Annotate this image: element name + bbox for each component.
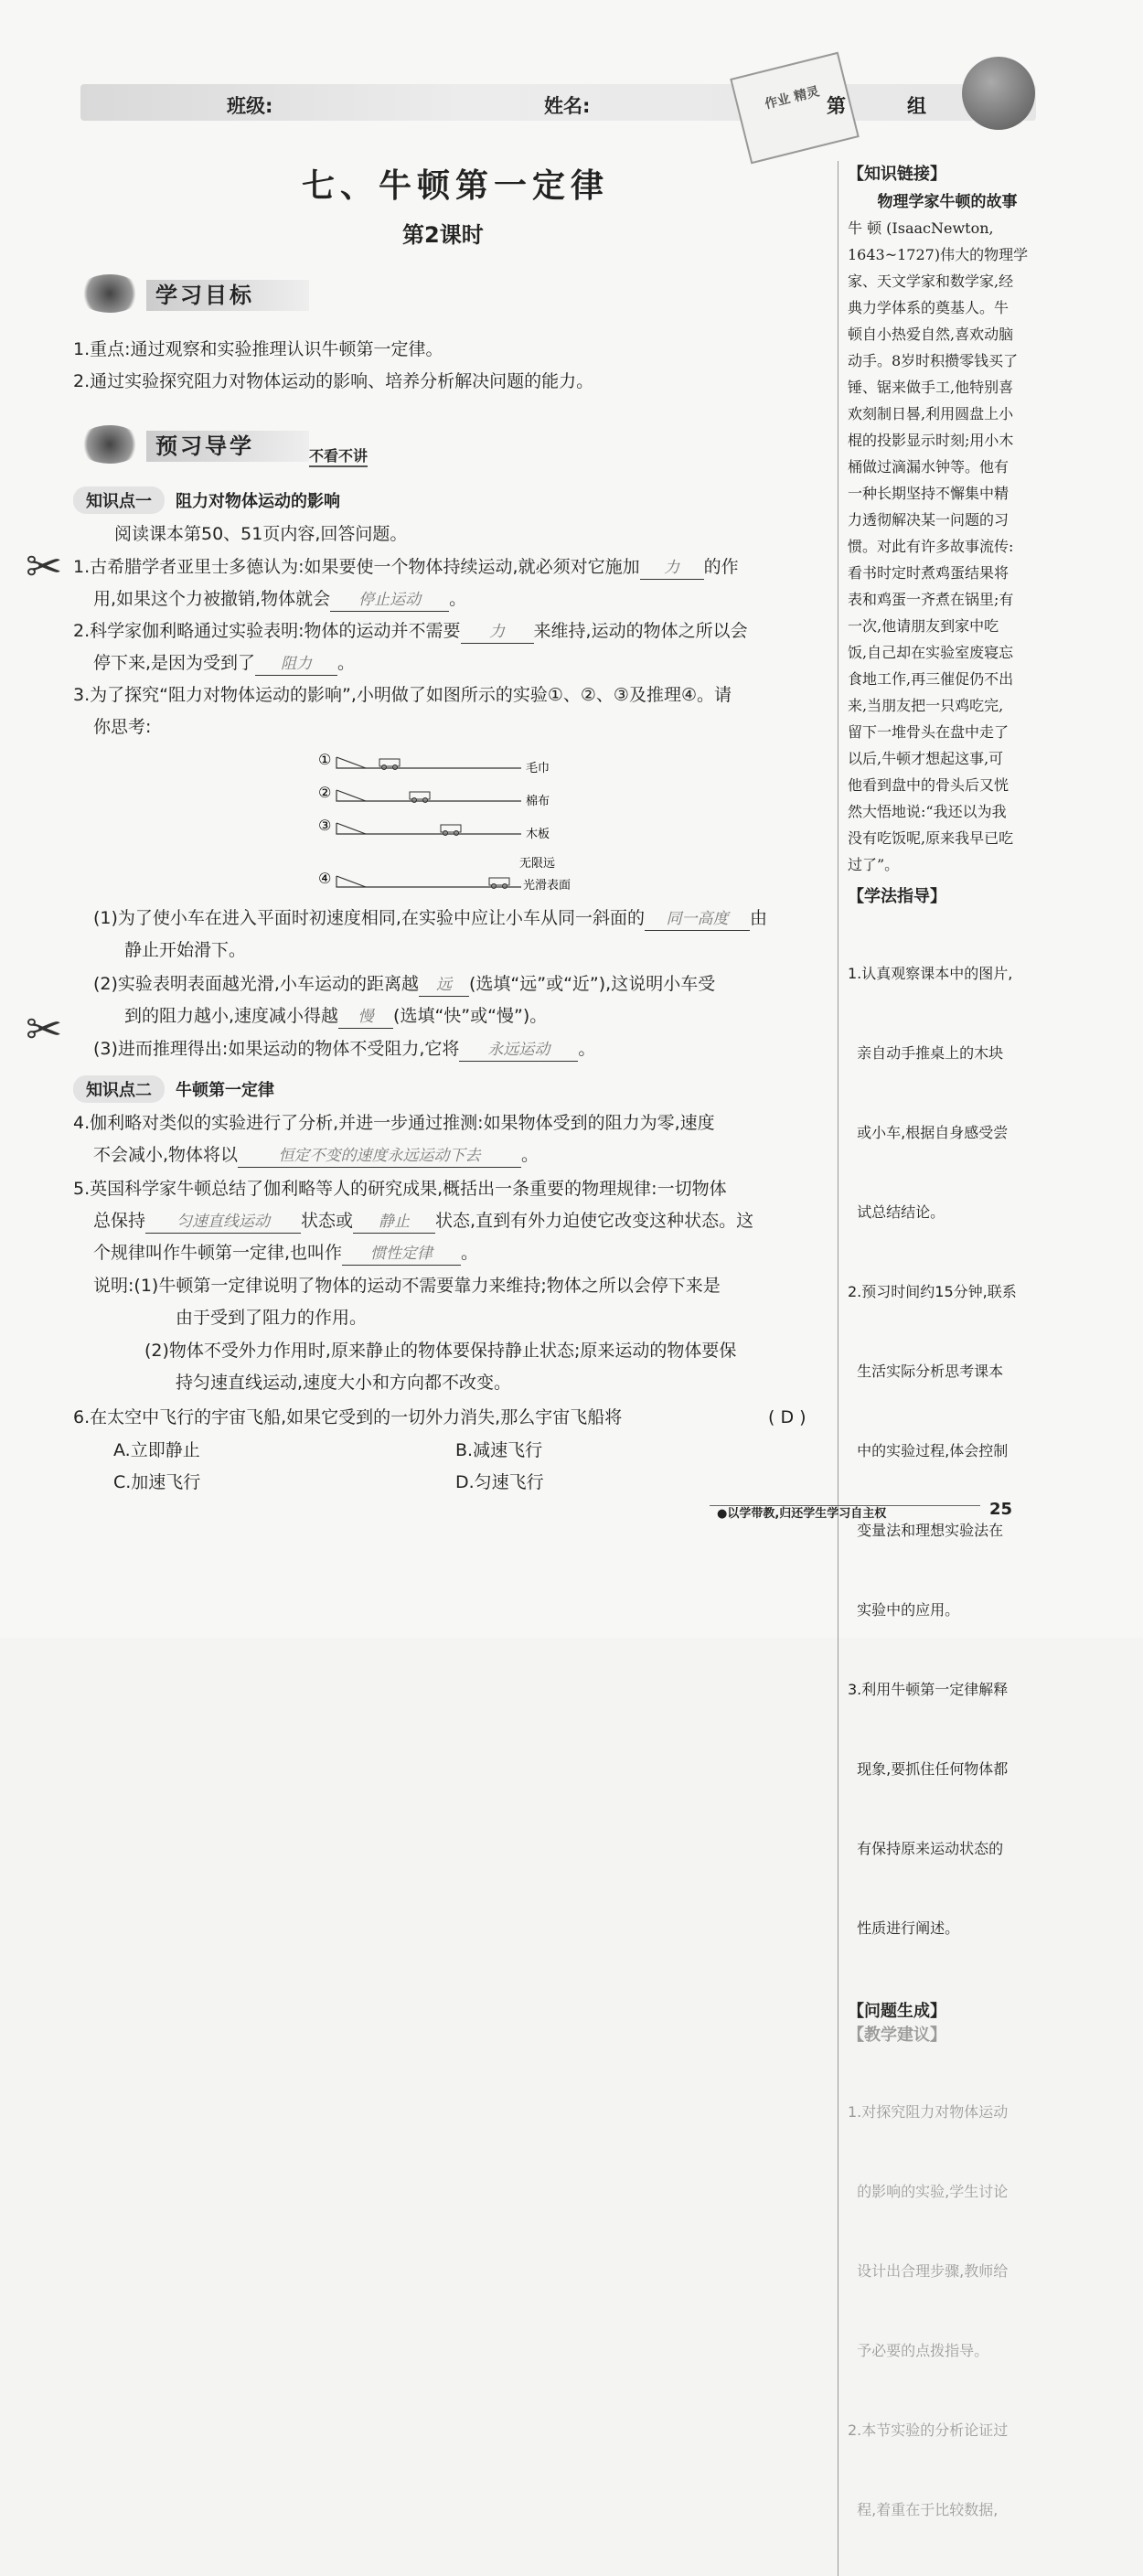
method-line: 3.利用牛顿第一定律解释: [848, 1681, 1009, 1698]
mascot-icon: [962, 57, 1035, 130]
story-line: 顿自小热爱自然,喜欢动脑: [848, 326, 1014, 343]
q5-answer-1: 匀速直线运动: [145, 1211, 301, 1234]
goal-item: 2.通过实验探究阻力对物体运动的影响、培养分析解决问题的能力。: [73, 371, 594, 391]
name-label: 姓名:: [544, 95, 591, 117]
q3-p1-text-a: (1)为了使小车在进入平面时初速度相同,在实验中应让小车从同一斜面的: [93, 908, 645, 928]
preview-tag: 不看不讲: [309, 444, 368, 467]
teach-line: 程,着重在于比较数据,: [848, 2501, 999, 2518]
q3-p1-line1: [93, 907, 767, 931]
story-line: 动手。8岁时积攒零钱买了: [848, 352, 1019, 369]
sidebar: [838, 161, 1047, 2576]
link-heading: 【知识链接】: [848, 165, 946, 184]
kp1-badge: 知识点一: [73, 486, 165, 514]
story-line: 来,当朋友把一只鸡吃完,: [848, 697, 1004, 714]
q4-line2: [93, 1144, 539, 1168]
story-line: 1643~1727)伟大的物理学: [848, 246, 1029, 263]
story-line: 家、天文学家和数学家,经: [848, 273, 1014, 290]
surface-label: 毛巾: [526, 762, 550, 775]
q1-line2: [93, 588, 466, 612]
kp2-header: [73, 1075, 274, 1103]
q3-p2-answer-1: 远: [419, 974, 469, 997]
q6-line: 6.在太空中飞行的宇宙飞船,如果它受到的一切外力消失,那么宇宙飞船将: [73, 1407, 623, 1427]
q3-p3-line: [93, 1038, 595, 1062]
story-line: 没有吃饭呢,原来我早已吃: [848, 829, 1014, 847]
q2-text-c: 停下来,是因为受到了: [93, 653, 256, 673]
page-subtitle: 第2课时: [402, 222, 484, 248]
q5-line2: [93, 1210, 753, 1234]
q2-line1: [73, 620, 748, 644]
q6-option-a: A.立即静止: [113, 1440, 200, 1460]
q4-text-b: 不会减小,物体将以: [93, 1145, 239, 1165]
story-line: 以后,牛顿才想起这事,可: [848, 750, 1004, 767]
footer-motto: ●以学带教,归还学生学习自主权: [717, 1507, 887, 1521]
q1-text-c: 用,如果这个力被撤销,物体就会: [93, 589, 331, 609]
story-text: [848, 215, 1047, 878]
story-line: 桶做过滴漏水钟等。他有: [848, 458, 1009, 476]
q5-text-f: 。: [461, 1243, 479, 1263]
surface-label: 无限远: [519, 857, 556, 871]
q2-answer-1: 力: [461, 621, 534, 644]
method-line: 性质进行阐述。: [848, 1919, 960, 1937]
q1-answer-2: 停止运动: [330, 589, 449, 612]
teach-heading: 【教学建议】: [848, 2026, 946, 2045]
kp1-header: [73, 486, 340, 514]
method-line: 生活实际分析思考课本: [848, 1363, 1004, 1380]
q3-p2-answer-2: 慢: [338, 1006, 393, 1029]
story-line: 牛 顿 (IsaacNewton,: [848, 219, 994, 237]
story-title: 物理学家牛顿的故事: [877, 193, 1018, 211]
method-line: 有保持原来运动状态的: [848, 1840, 1004, 1857]
q2-text-b: 来维持,运动的物体之所以会: [533, 621, 748, 641]
story-line: 典力学体系的奠基人。牛: [848, 299, 1009, 316]
goals-heading: 学习目标: [146, 280, 309, 311]
q3-p3-answer: 永远运动: [459, 1039, 578, 1062]
q6-answer: ( D ): [768, 1407, 807, 1427]
story-line: 锤、锯来做手工,他特别喜: [848, 379, 1014, 396]
method-line: 实验中的应用。: [848, 1601, 960, 1619]
q3-p3-text-a: (3)进而推理得出:如果运动的物体不受阻力,它将: [93, 1039, 460, 1059]
q3-p2-text-a: (2)实验表明表面越光滑,小车运动的距离越: [93, 974, 419, 994]
trial-3: [318, 817, 550, 841]
method-line: 亲自动手推桌上的木块: [848, 1044, 1004, 1062]
story-line: 食地工作,再三催促仍不出: [848, 670, 1014, 688]
method-line: 1.认真观察课本中的图片,: [848, 965, 1013, 982]
trial-number: ②: [318, 784, 332, 801]
q5-text-e: 个规律叫作牛顿第一定律,也叫作: [93, 1243, 343, 1263]
q2-text-d: 。: [337, 653, 356, 673]
method-line: 现象,要抓住任何物体都: [848, 1760, 1009, 1778]
q3-line2: 你思考:: [93, 717, 152, 737]
scissors-icon: ✂: [26, 541, 63, 593]
q5-text-d: 状态,直到有外力迫使它改变这种状态。这: [435, 1211, 754, 1231]
q2-line2: [93, 652, 355, 676]
kp2-title: 牛顿第一定律: [176, 1081, 274, 1100]
q1-text-a: 1.古希腊学者亚里士多德认为:如果要使一个物体持续运动,就必须对它施加: [73, 557, 640, 577]
note2-line1: (2)物体不受外力作用时,原来静止的物体要保持静止状态;原来运动的物体要保: [144, 1341, 737, 1361]
story-line: 然大悟地说:“我还以为我: [848, 803, 1007, 820]
story-line: 一种长期坚持不懈集中精: [848, 485, 1009, 502]
group-suffix: 组: [907, 95, 926, 117]
method-line: 2.预习时间约15分钟,联系: [848, 1283, 1017, 1300]
trial-number: ③: [318, 817, 332, 834]
q3-p2-text-c: 到的阻力越小,速度减小得越: [124, 1006, 339, 1026]
q3-p2-text-b: (选填“远”或“近”),这说明小车受: [468, 974, 716, 994]
story-line: 力透彻解决某一问题的习: [848, 511, 1009, 529]
q6-option-b: B.减速飞行: [455, 1440, 543, 1460]
q1-text-b: 的作: [703, 557, 739, 577]
teach-line: 1.对探究阻力对物体运动: [848, 2103, 1009, 2121]
method-heading: 【学法指导】: [848, 887, 946, 906]
story-line: 饭,自己却在实验室废寝忘: [848, 644, 1014, 661]
story-line: 过了”。: [848, 856, 900, 873]
kp1-intro: 阅读课本第50、51页内容,回答问题。: [114, 524, 408, 544]
trial-number: ④: [318, 870, 332, 887]
surface-label: 木板: [526, 828, 550, 841]
note2-line2: 持匀速直线运动,速度大小和方向都不改变。: [176, 1373, 512, 1393]
ramp-figure: [311, 743, 604, 898]
story-line: 表和鸡蛋一齐煮在锅里;有: [848, 591, 1014, 608]
kp2-badge: 知识点二: [73, 1075, 165, 1103]
story-line: 欢刻制日晷,利用圆盘上小: [848, 405, 1014, 422]
method-line: 或小车,根据自身感受尝: [848, 1124, 1009, 1141]
class-label: 班级:: [227, 95, 273, 117]
method-line: 试总结结论。: [848, 1203, 945, 1221]
q5-text-c: 状态或: [301, 1211, 354, 1231]
q3-line1: 3.为了探究“阻力对物体运动的影响”,小明做了如图所示的实验①、②、③及推理④。请: [73, 685, 732, 705]
method-line: 中的实验过程,体会控制: [848, 1442, 1009, 1459]
swirl-icon: [78, 274, 142, 313]
surface-label: 棉布: [526, 795, 550, 808]
trial-4: [318, 857, 571, 893]
q1-answer-1: 力: [640, 557, 704, 580]
q3-p1-answer: 同一高度: [645, 908, 750, 931]
group-prefix: 第: [827, 95, 846, 117]
q4-answer: 恒定不变的速度永远运动下去: [238, 1145, 521, 1168]
method-line: 变量法和理想实验法在: [848, 1522, 1004, 1539]
story-line: 惯。对此有许多故事流传:: [848, 538, 1014, 555]
q3-p1-line2: 静止开始滑下。: [124, 940, 247, 960]
q3-p2-text-d: (选填“快”或“慢”)。: [393, 1006, 548, 1026]
goal-item: 1.重点:通过观察和实验推理认识牛顿第一定律。: [73, 339, 443, 359]
story-line: 棍的投影显示时刻;用小木: [848, 432, 1014, 449]
teach-text: [848, 2046, 1047, 2576]
story-line: 他看到盘中的骨头后又恍: [848, 776, 1009, 794]
q5-line1: 5.英国科学家牛顿总结了伽利略等人的研究成果,概括出一条重要的物理规律:一切物体: [73, 1179, 727, 1199]
trial-number: ①: [318, 751, 332, 768]
preview-banner: [78, 425, 297, 464]
method-text: [848, 907, 1047, 1994]
q5-text-b: 总保持: [93, 1211, 146, 1231]
story-line: 一次,他请朋友到家中吃: [848, 617, 999, 635]
stamp-text: 作业 精灵: [763, 84, 821, 112]
page-title: 七、牛顿第一定律: [302, 166, 610, 205]
swirl-icon: [78, 425, 142, 464]
teach-line: 设计出合理步骤,教师给: [848, 2262, 1009, 2280]
q6-option-c: C.加速飞行: [113, 1472, 201, 1492]
teach-line: 的影响的实验,学生讨论: [848, 2183, 1009, 2200]
teach-line: 予必要的点拨指导。: [848, 2342, 989, 2359]
q3-p2-line2: [124, 1005, 547, 1029]
kp1-title: 阻力对物体运动的影响: [176, 492, 340, 511]
preview-heading: 预习导学: [146, 431, 309, 462]
q5-answer-3: 惯性定律: [342, 1243, 461, 1266]
problem-heading: 【问题生成】: [848, 2002, 946, 2021]
q1-line1: [73, 556, 739, 580]
story-line: 看书时定时煮鸡蛋结果将: [848, 564, 1009, 582]
surface-label: 光滑表面: [523, 879, 572, 893]
scissors-icon: ✂: [26, 1004, 63, 1055]
q5-answer-2: 静止: [353, 1211, 435, 1234]
q3-p3-text-b: 。: [578, 1039, 596, 1059]
trial-2: [318, 784, 550, 808]
q5-line3: [93, 1242, 478, 1266]
trial-1: [318, 751, 550, 775]
q2-text-a: 2.科学家伽利略通过实验表明:物体的运动并不需要: [73, 621, 461, 641]
teach-line: 2.本节实验的分析论证过: [848, 2421, 1009, 2439]
q1-text-d: 。: [449, 589, 467, 609]
q4-text-c: 。: [521, 1145, 539, 1165]
q3-p2-line1: [93, 973, 715, 997]
q3-p1-text-b: 由: [749, 908, 767, 928]
story-line: 留下一堆骨头在盘中走了: [848, 723, 1009, 741]
q6-option-d: D.匀速飞行: [455, 1472, 544, 1492]
page-number: 25: [989, 1500, 1013, 1519]
note1-line2: 由于受到了阻力的作用。: [176, 1308, 368, 1328]
note1-line1: 说明:(1)牛顿第一定律说明了物体的运动不需要靠力来维持;物体之所以会停下来是: [93, 1276, 721, 1296]
q2-answer-2: 阻力: [255, 653, 337, 676]
goals-banner: [78, 274, 297, 313]
q4-line1: 4.伽利略对类似的实验进行了分析,并进一步通过推测:如果物体受到的阻力为零,速度: [73, 1113, 715, 1133]
